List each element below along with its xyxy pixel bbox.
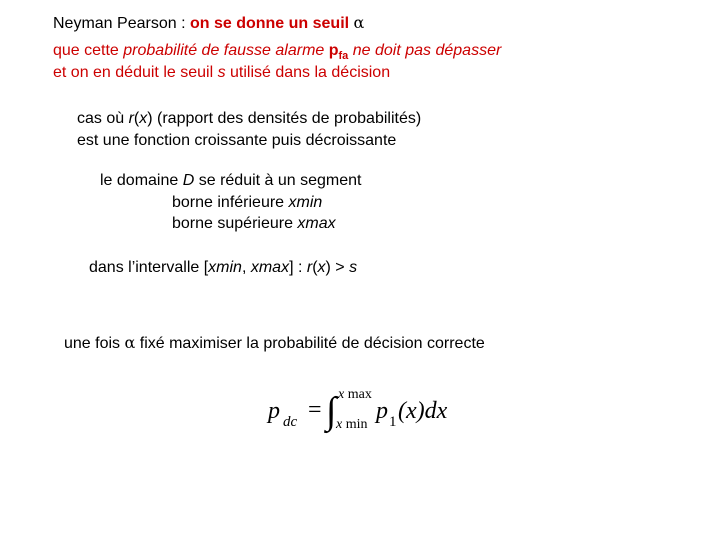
interval-line — [89, 258, 357, 278]
text-fragment: dans l’intervalle [ — [89, 259, 209, 276]
formula-x: x — [338, 387, 345, 402]
text-fragment: une fois — [64, 335, 125, 352]
formula-p1-subscript: 1 — [389, 414, 397, 430]
pdc-integral-formula — [268, 387, 468, 436]
text-fragment: que cette — [53, 42, 124, 59]
domain-line-3 — [172, 214, 336, 234]
text-fragment: ( — [312, 259, 318, 276]
integral-lower-bound — [336, 417, 368, 433]
pfa-symbol: p — [324, 42, 339, 59]
threshold-s: s — [349, 259, 358, 276]
ratio-line-2: est une fonction croissante puis décroissante — [77, 132, 397, 149]
domain-line-2 — [172, 193, 322, 213]
alpha-symbol: α — [353, 13, 365, 32]
threshold-statement: on se donne un seuil — [189, 15, 350, 32]
text-fragment: le domaine — [100, 172, 183, 189]
variable-x: x — [139, 110, 148, 127]
formula-p1: p — [376, 398, 388, 424]
xmin-label: xmin — [288, 194, 323, 211]
text-fragment: fixé maximiser la probabilité de décision correcte — [135, 335, 485, 352]
maximize-line — [64, 333, 485, 354]
text-fragment: se réduit à un segment — [194, 172, 362, 189]
alpha-symbol: α — [124, 333, 136, 352]
text-fragment: ( — [133, 110, 140, 127]
threshold-s: s — [217, 64, 226, 81]
xmax-label: xmax — [297, 215, 336, 232]
formula-equals: = — [308, 397, 322, 423]
pfa-subscript: fa — [338, 50, 349, 63]
text-fragment: , — [241, 259, 251, 276]
text-fragment: cas où — [77, 110, 129, 127]
domain-D: D — [182, 172, 195, 189]
text-fragment: borne inférieure — [172, 194, 289, 211]
text-fragment: ] : — [289, 259, 307, 276]
intro-line-1 — [53, 13, 364, 34]
intro-line-3 — [53, 63, 390, 83]
text-fragment: borne supérieure — [172, 215, 298, 232]
text-fragment: utilisé dans la décision — [225, 64, 391, 81]
text-fragment: ) (rapport des densités de probabilités) — [147, 110, 422, 127]
integral-upper-bound — [338, 387, 372, 403]
ratio-r: r — [306, 259, 313, 276]
integral-sign: ∫ — [326, 390, 337, 432]
xmax-label: xmax — [250, 259, 290, 276]
variable-x: x — [317, 259, 326, 276]
text-fragment: ne doit pas dépasser — [348, 42, 502, 59]
ratio-line-1 — [77, 109, 421, 129]
neyman-pearson-label: Neyman Pearson : — [53, 15, 190, 32]
text-fragment: et on en déduit le seuil — [53, 64, 218, 81]
xmin-label: xmin — [208, 259, 242, 276]
formula-p: p — [268, 398, 280, 424]
formula-x: x — [336, 417, 343, 432]
ratio-r: r — [128, 110, 134, 127]
formula-p-subscript: dc — [283, 414, 298, 430]
formula-bound-text: min — [342, 417, 368, 432]
domain-line-1 — [100, 171, 362, 191]
text-fragment: ) > — [325, 259, 350, 276]
formula-bound-text: max — [344, 387, 372, 402]
false-alarm-probability: probabilité de fausse alarme — [123, 42, 325, 59]
formula-integrand: (x)dx — [398, 398, 448, 424]
